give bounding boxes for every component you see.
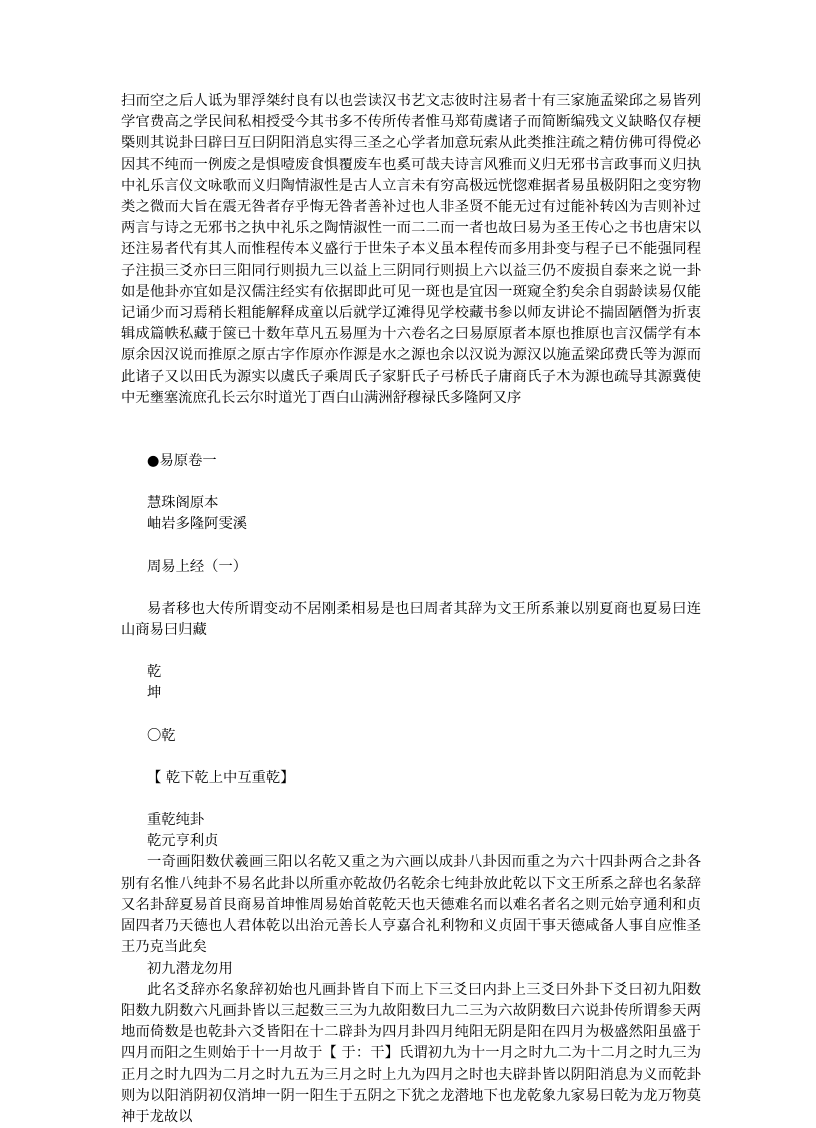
edition-line: 慧珠阁原本: [147, 495, 219, 512]
preface-paragraph: 扫而空之后人诋为罪浮桀纣良有以也尝读汉书艺文志彼时注易者十有三家施孟梁邱之易皆列学官费高之学民间私相授受今其书多不传所传者惟马郑荀虞诸子而简断编残文义缺略仅存梗㮣则其说卦曰辟曰互曰阴阳消息实得三圣之心学者加意玩索从此类推注疏之精仿佛可得傥必因其不纯而一例废之是惧噎废食惧覆废车也奚可哉夫诗言风雅而义归无邪书言政事而义归执中礼乐言仪文咏歌而义归陶情淑性是古人立言未有穷高极远恍惚难据者易虽极阴阳之变穷物类之微而大旨在震无咎者存乎悔无咎者善补过也人非圣贤不能无过有过能补转凶为吉则补过两言与诗之无邪书之执中礼乐之陶情淑性一而二二而一者也故曰易为圣王传心之书也唐宋以还注易者代有其人而惟程传本义盛行于世朱子本义虽本程传而多用卦变与程子已不能强同程子注损三爻亦曰三阳同行则损九三以益上三阴同行则损上六以益三仍不废损自泰来之说一卦如是他卦亦宜如是汉儒注经实有依据即此可见一斑也是宜因一斑窥全豹矣余自弱龄读易仅能记诵少而习焉稍长粗能解释成童以后就学辽滩得见学校藏书参以师友讲论不揣固陋僭为折衷辑成篇帙私藏于箧已十数年草凡五易厘为十六卷名之曰易原原者本原也推原也言汉儒学有本原余因汉说而推原之原古字作原亦作源是水之源也余以汉说为源汉以施孟梁邱费氏等为源而此诸子又以田氏为源实以虞氏子乘周氏子家馯氏子弓桥氏子庸商氏子木为源也疏导其源冀使中无壅塞流庶孔长云尔时道光丁酉白山满洲舒穆禄氏多隆阿又序: [121, 93, 701, 406]
intro-paragraph: 易者移也大传所谓变动不居刚柔相易是也曰周者其辞为文王所系兼以别夏商也夏易曰连山商易曰归藏: [121, 600, 701, 639]
line-text: 初九潜龙勿用: [147, 960, 233, 977]
hexagram-name: 重乾纯卦: [147, 812, 205, 829]
volume-heading: ●易原卷一: [147, 453, 217, 470]
commentary-paragraph: 此名爻辞亦名象辞初始也凡画卦皆自下而上下三爻曰内卦上三爻曰外卦下爻曰初九阳数阳数九阴数六凡画卦皆以三起数三三为九故阳数曰九二三为六故阴数曰六说卦传所谓参天两地而倚数是也乾卦六爻皆阳在十二辟卦为四月卦四月纯阳无阴是阳在四月为极盛然阳虽盛于四月而阳之生则始于十一月故于【 于：干】氏谓初九为十一月之时九二为十二月之时九三为正月之时九四为二月之时九五为三月之时上九为四月之时也夫辟卦皆以阴阳消息为义而乾卦则为以阳消阴初仅消坤一阴一阳生于五阴之下犹之龙潜地下也龙乾象九家易曰乾为龙万物莫神于龙故以: [121, 981, 701, 1125]
hexagram-heading: 〇乾: [147, 727, 176, 744]
section-title: 周易上经（一）: [147, 558, 248, 575]
commentary-paragraph: 一奇画阳数伏羲画三阳以名乾又重之为六画以成卦八卦因而重之为六十四卦两合之卦各别有名惟八纯卦不易名此卦以所重亦乾故仍名乾余七纯卦放此乾以下文王所系之辞也名彖辞又名卦辞夏易首艮商易首坤惟周易始首乾乾天也天德难名而以难名者名之则元始亨通利和贞固四者乃天德也人君体乾以出治元善长人亨嘉合礼利物和义贞固干事天德咸备人事自应惟圣王乃克当此矣: [121, 854, 701, 956]
toc-item: 坤: [147, 685, 162, 702]
toc-item: 乾: [147, 664, 162, 681]
hexagram-structure: 【 乾下乾上中互重乾】: [147, 769, 295, 786]
judgment-text: 乾元亨利贞: [147, 833, 219, 850]
author-line: 岫岩多隆阿雯溪: [147, 516, 248, 533]
document-page: [121, 91, 701, 1128]
